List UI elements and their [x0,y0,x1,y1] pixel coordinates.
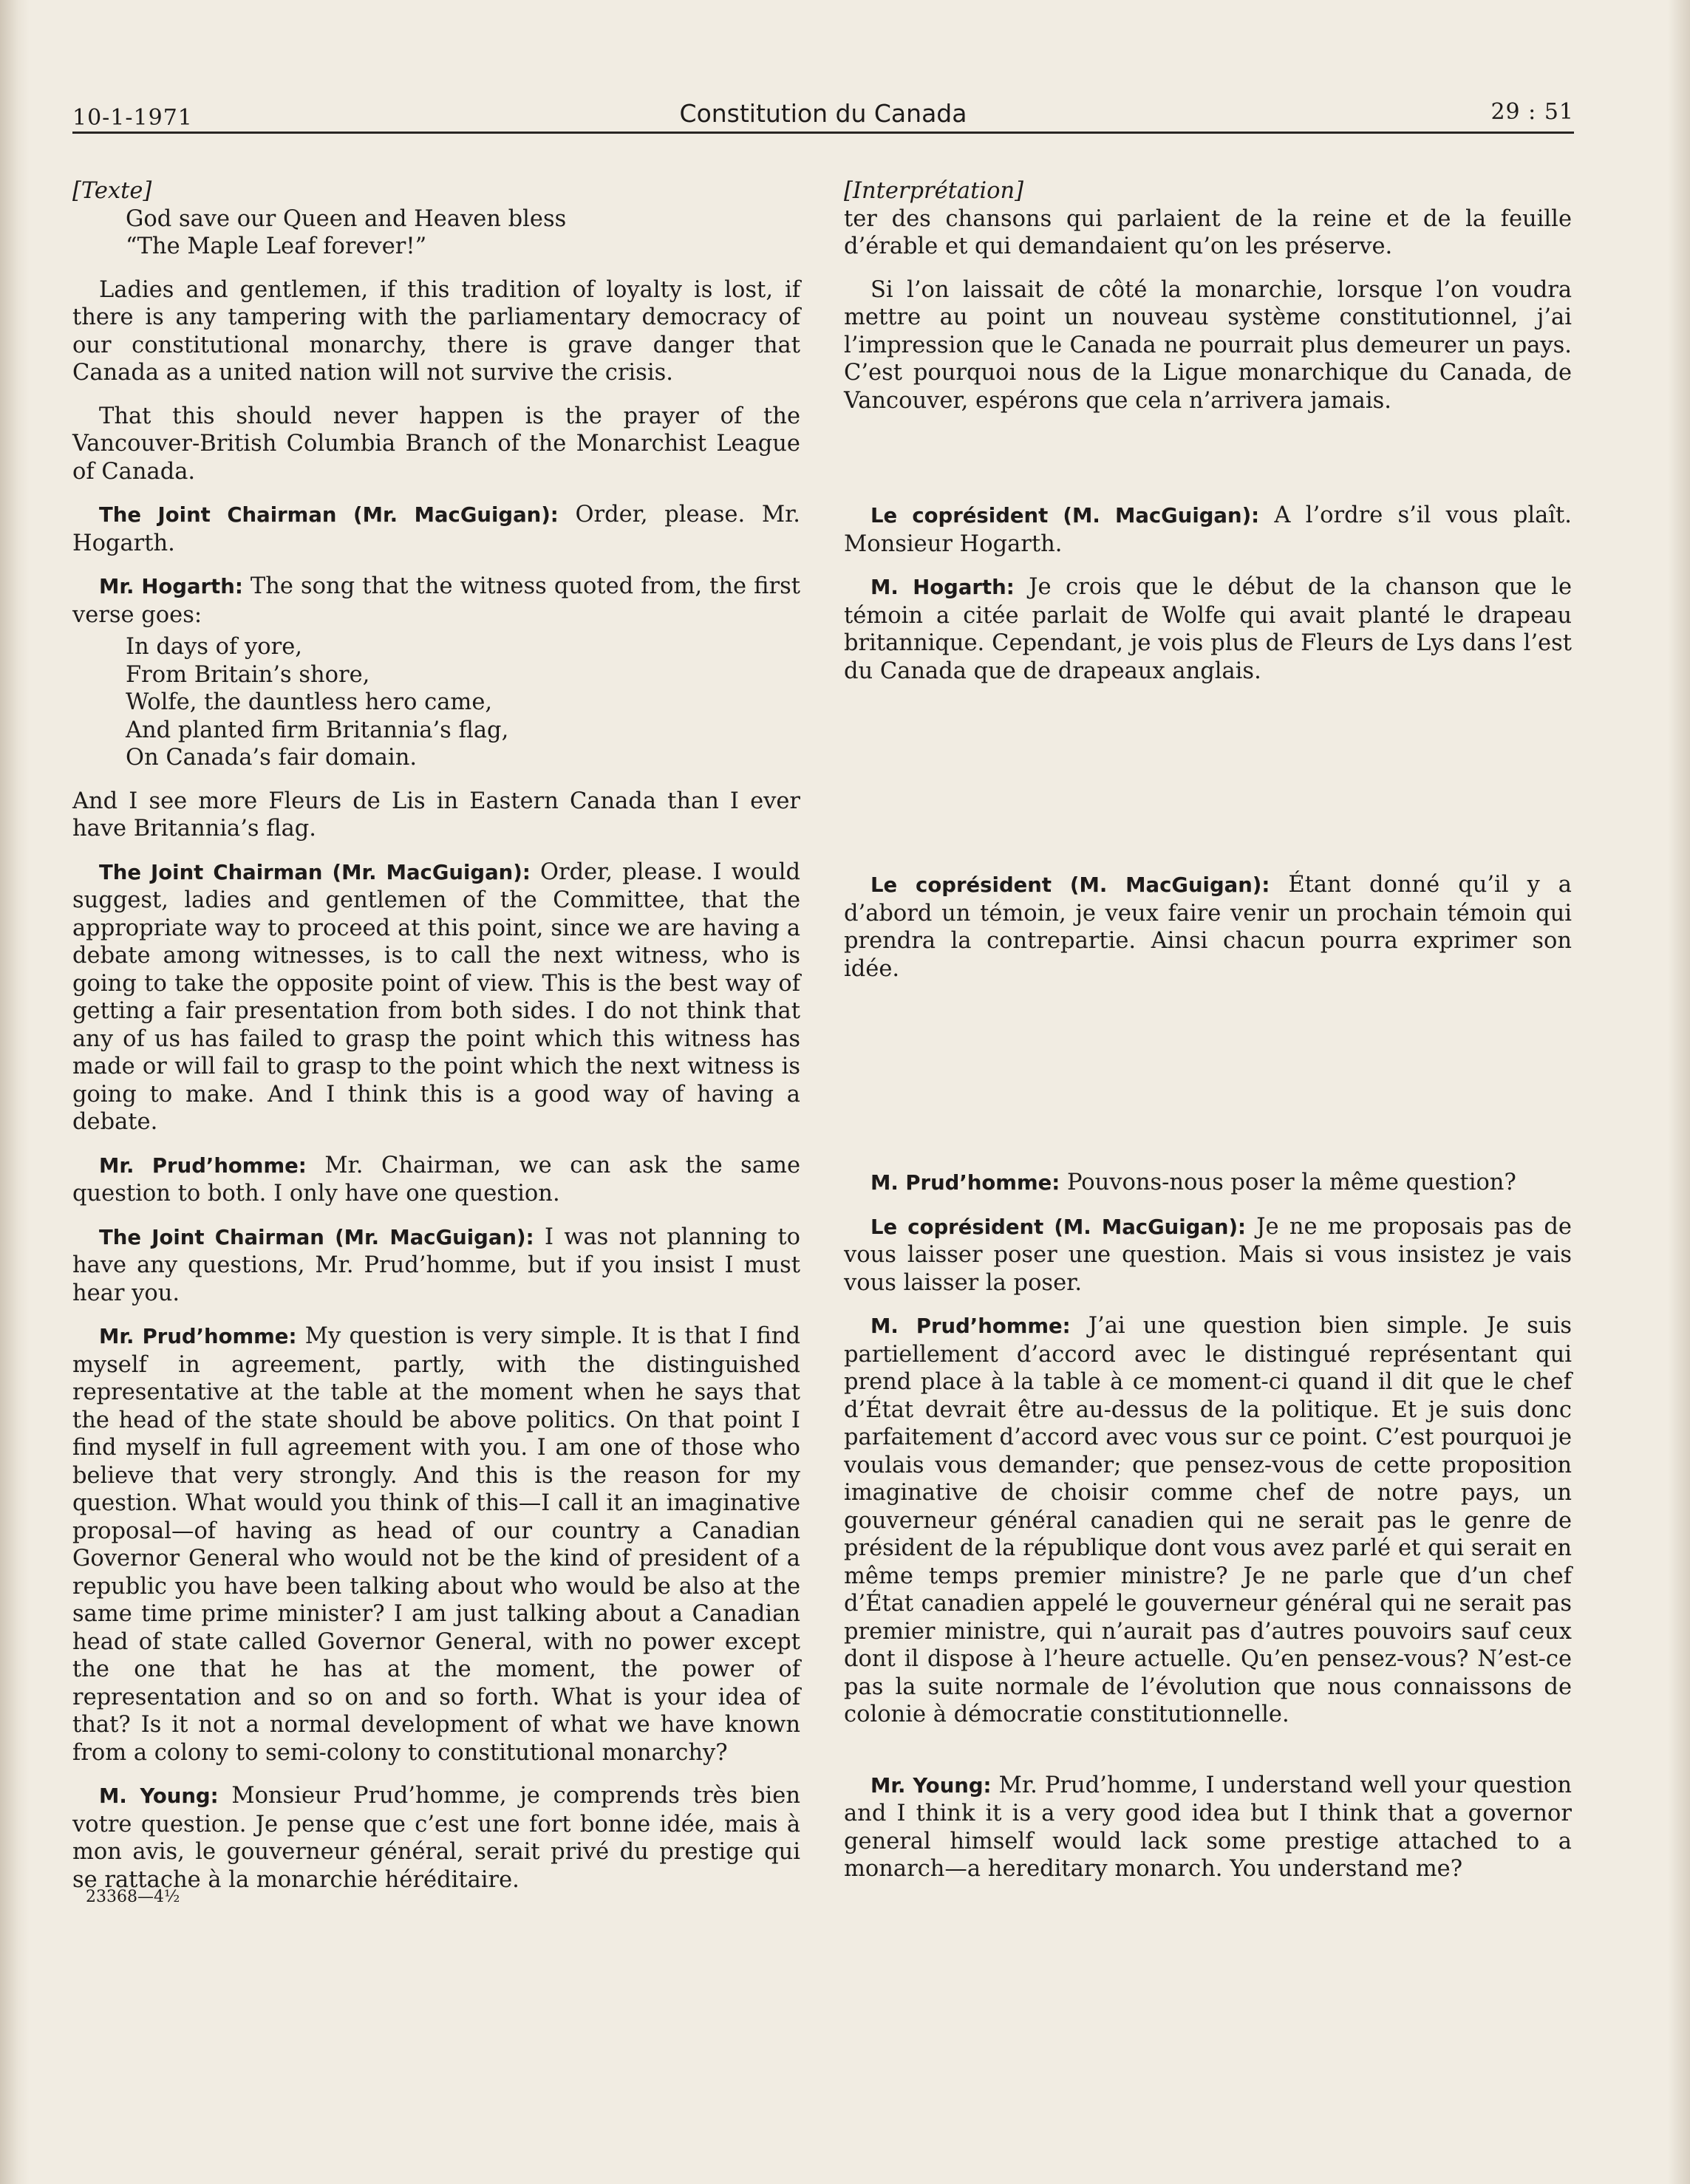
speaker-name: M. Young: [99,1784,219,1808]
speech [72,1152,800,1208]
poem-line: And planted firm Britannia’s flag, [126,717,509,743]
speech-text: Order, please. Mr. Hogarth. [72,502,800,556]
poem-line: On Canada’s fair domain. [126,745,418,771]
header-page-number: 29 : 51 [1490,99,1574,125]
speech-text: I was not planning to have any questions, Mr. Prud’homme, but if you insist I must hear you. [72,1224,800,1306]
speaker-name: M. Prud’homme: [870,1314,1071,1338]
speech [72,859,800,1136]
poem-line: From Britain’s shore, [126,661,370,688]
speech-text: A l’ordre s’il vous plaît. Monsieur Hogarth. [844,502,1572,557]
speaker-name: M. Hogarth: [870,576,1015,599]
speech [844,502,1572,558]
speaker-name: Mr. Prud’homme: [99,1325,297,1348]
poem-line: Wolfe, the dauntless hero came, [126,689,493,715]
french-column [844,177,1572,1899]
speaker-name: The Joint Chairman (Mr. MacGuigan): [99,860,531,884]
poem-excerpt [126,205,800,261]
running-header [72,87,1574,134]
speech-text: J’ai une question bien simple. Je suis partiellement d’accord avec le distingué représentant qui prend place à la table à ce moment-ci quand il dit que le chef d’État devrait être au-dessus de la politique. Et je suis donc parfaitement d’accord avec vous sur ce point. C’est pourquoi je voulais vous demander; que pensez-vous de cette proposition imaginative de choisir comme chef de notre pays, un gouverneur général canadien qui ne serait pas le genre de président de la république dont vous avez parlé et qui serait en même temps premier ministre? Je ne parle que d’un chef d’État canadien appelé le gouverneur général qui ne serait pas premier ministre, qui n’aurait pas d’autres pouvoirs sauf ceux dont il dispose à l’heure actuelle. Qu’en pensez-vous? N’est-ce pas la suite normale de l’évolution que nous connaissons de colonie à démocratie constitutionnelle. [844,1313,1572,1727]
paragraph: ter des chansons qui parlaient de la reine et de la feuille d’érable et qui demandaient qu’on les préserve. [844,205,1572,259]
speech [844,871,1572,983]
section-label: [Interprétation] [844,178,1023,204]
speech-text: Mr. Prud’homme, I understand well your question and I think it is a very good idea but I think that a governor general himself would lack some prestige attached to a monarch—a hereditary monarch. You understand me? [844,1772,1572,1882]
speaker-name: M. Prud’homme: [870,1171,1060,1195]
speech [72,573,800,629]
speaker-name: Le coprésident (M. MacGuigan): [870,504,1260,528]
speech [844,1213,1572,1297]
scan-edge-shadow [0,0,30,2184]
speech [844,573,1572,685]
speech [72,1224,800,1308]
speaker-name: Le coprésident (M. MacGuigan): [870,873,1270,897]
speech-text: Mr. Chairman, we can ask the same question to both. I only have one question. [72,1152,800,1207]
speaker-name: Mr. Prud’homme: [99,1153,307,1178]
scan-edge-shadow-right [1668,0,1690,2184]
speaker-name: The Joint Chairman (Mr. MacGuigan): [99,503,559,527]
speech-text: Pouvons-nous poser la même question? [1060,1170,1516,1195]
poem-verse [126,633,800,772]
speech [844,1772,1572,1883]
speech-text: My question is very simple. It is that I find myself in agreement, partly, with the distinguished representative at the table at the moment when he says that the head of the state should be above politics. On that point I find myself in full agreement with you. I am one of those who believe that very strongly. And this is the reason for my question. What would you think of this—I call it an imaginative proposal—of having as head of our country a Canadian Governor General who would not be the kind of president of a republic you have been talking about who would be also at the same time prime minister? I am just talking about a Canadian head of state called Governor General, with no power except the one that he has at the moment, the power of representation and so on and so forth. What is your idea of that? Is it not a normal development of what we have known from a colony to semi-colony to constitutional monarchy? [72,1323,800,1766]
poem-line: “The Maple Leaf forever!” [126,233,427,259]
speaker-name: Le coprésident (M. MacGuigan): [870,1215,1247,1239]
speech-text: Order, please. I would suggest, ladies and gentlemen of the Committee, that the appropriate way to proceed at this point, since we are having a debate among witnesses, is to call the next witness, who is going to take the opposite point of view. This is the best way of getting a fair presentation from both sides. I do not think that any of us has failed to grasp the point which this witness has made or will fail to grasp to the point which the next witness is going to make. And I think this is a good way of having a debate. [72,859,800,1135]
header-date: 10-1-1971 [72,105,193,131]
poem-line: In days of yore, [126,634,302,660]
speech-text: Je crois que le début de la chanson que le témoin a citée parlait de Wolfe qui avait planté le drapeau britannique. Cependant, je vois plus de Fleurs de Lys dans l’est du Canada que de drapeaux anglais. [844,574,1572,684]
english-column [72,177,800,1911]
paragraph: Si l’on laissait de côté la monarchie, lorsque l’on voudra mettre au point un nouveau système constitutionnel, j’ai l’impression que le Canada ne pourrait plus demeurer un pays. C’est pourquoi nous de la Ligue monarchique du Canada, de Vancouver, espérons que cela n’arrivera jamais. [844,276,1572,414]
speech [844,1312,1572,1729]
poem-line: God save our Queen and Heaven bless [126,205,567,232]
print-reference: 23368—4½ [86,1888,180,1906]
header-title: Constitution du Canada [679,99,967,128]
section-label: [Texte] [72,178,152,204]
speech [72,501,800,557]
speech [844,1169,1572,1198]
speaker-name: Mr. Hogarth: [99,575,243,598]
paragraph: Ladies and gentlemen, if this tradition of loyalty is lost, if there is any tampering with the parliamentary democracy of our constitutional monarchy, there is grave danger that Canada as a united nation will not survive the crisis. [72,276,800,386]
speech-text: The song that the witness quoted from, the first verse goes: [72,573,800,628]
speech-text: Je ne me proposais pas de vous laisser poser une question. Mais si vous insistez je vais vous laisser la poser. [844,1213,1572,1296]
speech-text: Étant donné qu’il y a d’abord un témoin, je veux faire venir un prochain témoin qui prendra la contrepartie. Ainsi chacun pourra exprimer son idée. [844,872,1572,982]
speech-text: Monsieur Prud’homme, je comprends très bien votre question. Je pense que c’est une fort bonne idée, mais à mon avis, le gouverneur général, serait privé du prestige qui se rattache à la monarchie héréditaire. [72,1783,800,1893]
paragraph: That this should never happen is the prayer of the Vancouver-British Columbia Branch of the Monarchist League of Canada. [72,403,800,485]
speaker-name: Mr. Young: [870,1773,992,1798]
speaker-name: The Joint Chairman (Mr. MacGuigan): [99,1225,534,1249]
speech [72,1782,800,1894]
paragraph: And I see more Fleurs de Lis in Eastern Canada than I ever have Britannia’s flag. [72,788,800,842]
speech [72,1323,800,1767]
